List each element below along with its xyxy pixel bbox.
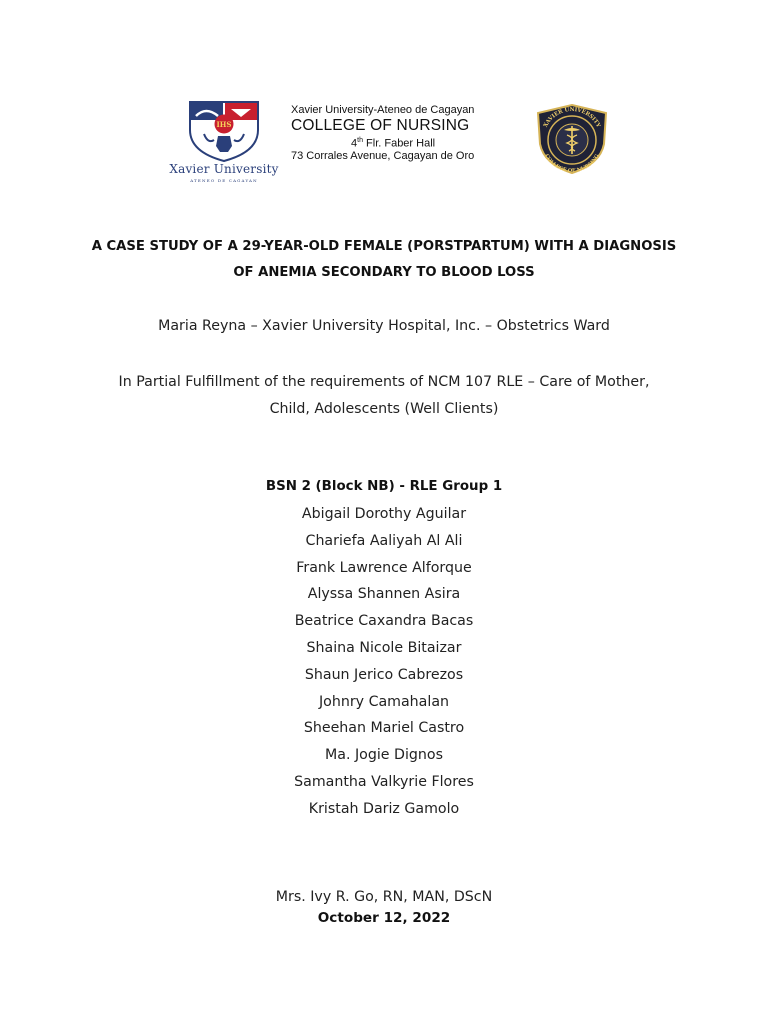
requirement-line-1: In Partial Fulfillment of the requirements of NCM 107 RLE – Care of Mother, bbox=[118, 374, 650, 390]
xu-shield-icon bbox=[188, 100, 260, 162]
university-name: Xavier University-Ateneo de Cagayan bbox=[291, 104, 475, 116]
member-name: Shaun Jerico Cabrezos bbox=[304, 666, 464, 683]
svg-text:IHS: IHS bbox=[216, 120, 232, 129]
requirement-line-2: Child, Adolescents (Well Clients) bbox=[269, 401, 499, 417]
xu-submark: ATENEO DE CAGAYAN bbox=[190, 178, 258, 183]
member-name: Chariefa Aaliyah Al Ali bbox=[305, 532, 463, 549]
member-name: Samantha Valkyrie Flores bbox=[294, 773, 474, 790]
submission-date: October 12, 2022 bbox=[317, 910, 451, 926]
letterhead bbox=[0, 96, 768, 186]
title-line-2: OF ANEMIA SECONDARY TO BLOOD LOSS bbox=[233, 265, 535, 280]
building-address: 4th Flr. Faber Hall bbox=[351, 137, 436, 150]
member-name: Johnry Camahalan bbox=[318, 693, 449, 710]
requirement-statement bbox=[0, 369, 768, 423]
member-name: Kristah Dariz Gamolo bbox=[308, 800, 460, 817]
member-name: Sheehan Mariel Castro bbox=[303, 720, 465, 737]
group-heading: BSN 2 (Block NB) - RLE Group 1 bbox=[265, 479, 503, 494]
member-name: Frank Lawrence Alforque bbox=[296, 559, 472, 576]
xu-wordmark: Xavier University bbox=[169, 162, 279, 176]
member-list bbox=[0, 501, 768, 823]
title-line-1: A CASE STUDY OF A 29-YEAR-OLD FEMALE (PORSTPARTUM) WITH A DIAGNOSIS bbox=[91, 239, 677, 254]
svg-text:XAVIER UNIVERSITY: XAVIER UNIVERSITY bbox=[542, 106, 602, 129]
xavier-university-logo bbox=[166, 100, 282, 183]
member-name: Shaina Nicole Bitaizar bbox=[306, 639, 462, 656]
member-name: Abigail Dorothy Aguilar bbox=[301, 506, 467, 522]
member-name: Alyssa Shannen Asira bbox=[307, 586, 461, 603]
member-name: Beatrice Caxandra Bacas bbox=[294, 613, 474, 630]
college-of-nursing-seal-icon bbox=[534, 104, 610, 174]
college-name: COLLEGE OF NURSING bbox=[291, 117, 470, 134]
patient-hospital-line: Maria Reyna – Xavier University Hospital, Inc. – Obstetrics Ward bbox=[158, 318, 610, 334]
member-name: Ma. Jogie Dignos bbox=[325, 747, 443, 764]
case-study-title bbox=[0, 234, 768, 286]
clinical-instructor: Mrs. Ivy R. Go, RN, MAN, DScN bbox=[275, 889, 493, 905]
svg-text:COLLEGE OF NURSING: COLLEGE OF NURSING bbox=[543, 153, 601, 174]
institution-block bbox=[291, 104, 531, 163]
street-address: 73 Corrales Avenue, Cagayan de Oro bbox=[291, 149, 475, 162]
